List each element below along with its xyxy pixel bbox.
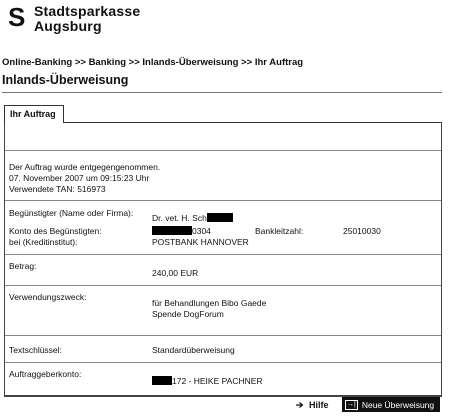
text-key-value: Standardüberweisung <box>152 345 235 355</box>
purpose-line-2: Spende DogForum <box>152 309 224 319</box>
beneficiary-label: Begünstigter (Name oder Firma): <box>9 208 134 218</box>
confirmation-text: Der Auftrag wurde entgegengenommen. <box>9 162 161 172</box>
new-transfer-label: Neue Überweisung <box>361 399 435 410</box>
divider <box>5 285 441 286</box>
beneficiary-name: Dr. vet. H. Sch <box>152 213 207 223</box>
account-value <box>152 226 211 237</box>
redaction-mark <box>152 376 172 385</box>
payer-account-text: 172 - HEIKE PACHNER <box>172 376 263 386</box>
divider <box>5 362 441 363</box>
bank-name-line2: Augsburg <box>34 18 102 34</box>
help-label: Hilfe <box>309 400 329 410</box>
bank-logo <box>8 4 140 34</box>
page-title: Inlands-Überweisung <box>2 73 129 87</box>
amount-label: Betrag: <box>9 261 37 271</box>
breadcrumb: Online-Banking >> Banking >> Inlands-Überweisung >> Ihr Auftrag <box>2 57 304 68</box>
redaction-mark <box>152 226 192 235</box>
new-transfer-button[interactable] <box>342 397 440 412</box>
text-key-label: Textschlüssel: <box>9 345 62 355</box>
confirmation-message <box>9 162 160 195</box>
bank-name <box>34 4 140 34</box>
account-number: 0304 <box>192 226 211 236</box>
purpose-label: Verwendungszweck: <box>9 292 87 302</box>
beneficiary-value <box>152 213 233 224</box>
help-link[interactable] <box>296 400 329 410</box>
bank-code-value: 25010030 <box>343 226 381 236</box>
enter-arrow-icon: →| <box>347 400 356 408</box>
payer-account-label: Auftraggeberkonto: <box>9 369 82 379</box>
bank-code-label: Bankleitzahl: <box>255 226 304 236</box>
bank-name-line1: Stadtsparkasse <box>34 3 141 19</box>
title-divider <box>2 92 442 93</box>
bank-value: POSTBANK HANNOVER <box>152 237 249 247</box>
purpose-line-1: für Behandlungen Bibo Gaede <box>152 298 267 308</box>
confirmation-tan: Verwendete TAN: 516973 <box>9 184 106 194</box>
confirmation-timestamp: 07. November 2007 um 09:15:23 Uhr <box>9 173 150 183</box>
divider <box>5 150 441 151</box>
account-label: Konto des Begünstigten: <box>9 226 102 236</box>
amount-value: 240,00 EUR <box>152 268 199 278</box>
payer-account-value <box>152 376 263 387</box>
divider <box>5 200 441 201</box>
tab-ihr-auftrag[interactable]: Ihr Auftrag <box>4 105 64 123</box>
redaction-mark <box>207 213 233 222</box>
divider <box>5 254 441 255</box>
arrow-right-icon <box>296 401 304 409</box>
bank-label: bei (Kreditinstitut): <box>9 237 78 247</box>
sparkasse-s-icon: S <box>8 2 26 32</box>
divider <box>5 335 441 336</box>
